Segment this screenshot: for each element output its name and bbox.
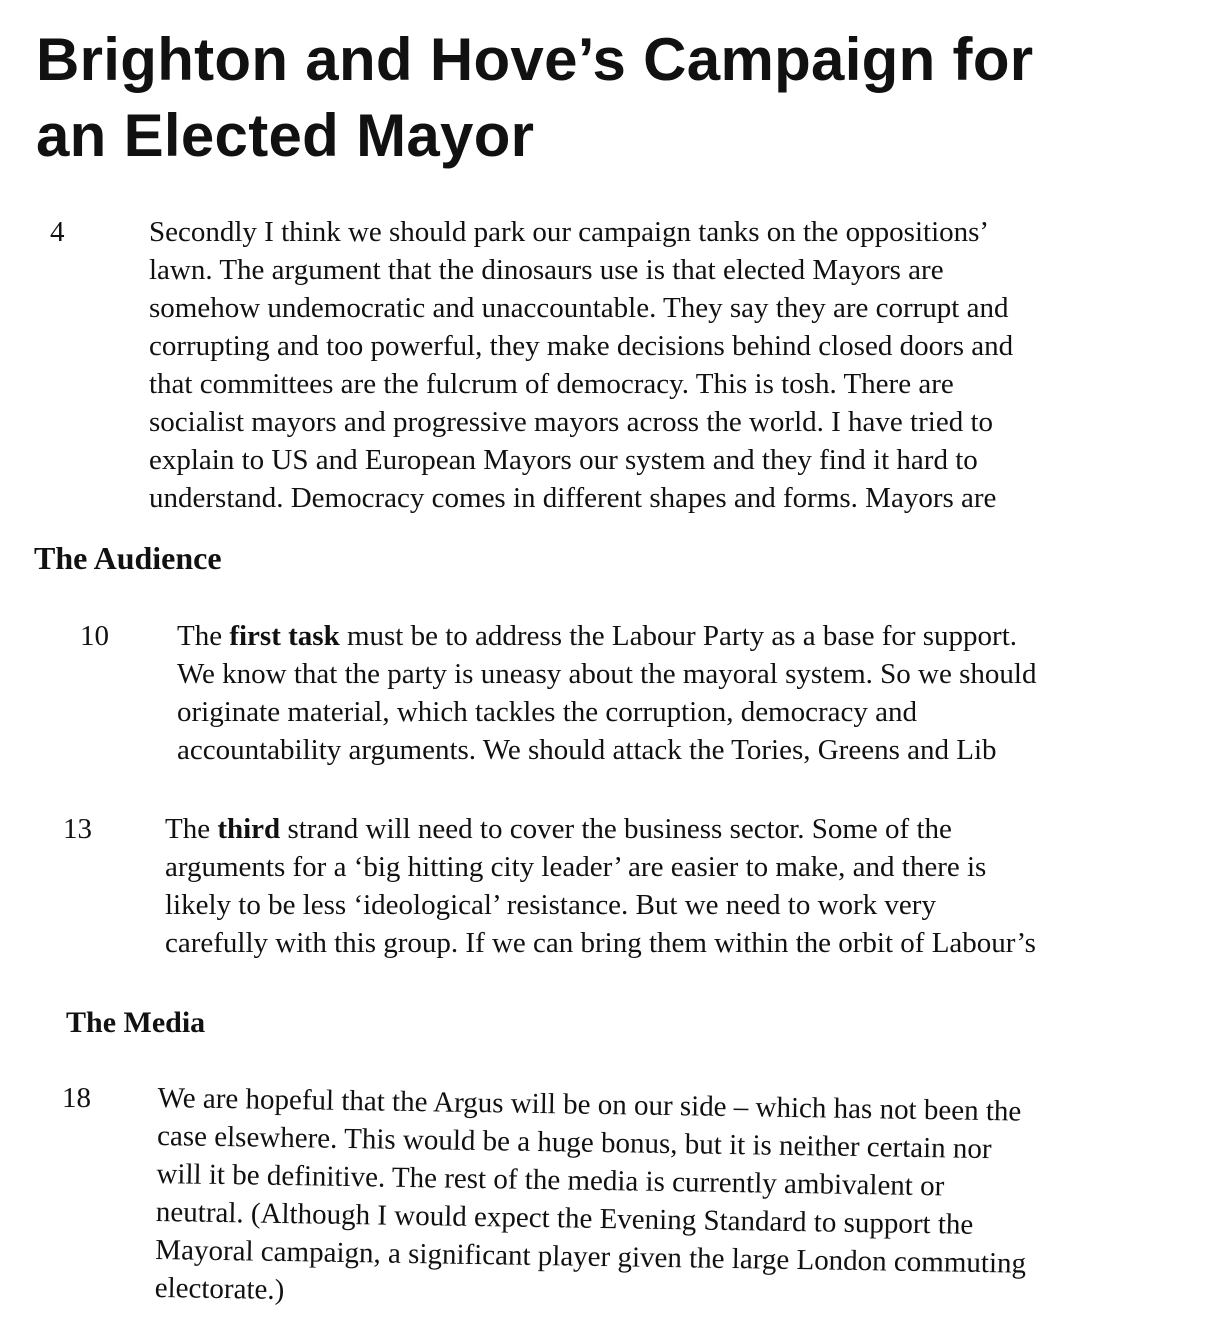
text-line: Secondly I think we should park our campaign tanks on the oppositions’ [149,216,990,248]
emphasis-text: third [217,813,281,845]
text-line: explain to US and European Mayors our system and they find it hard to [149,444,978,476]
text-run: The [177,620,230,652]
title-line-2: an Elected Mayor [36,102,535,169]
paragraph-number: 4 [50,216,65,248]
paragraph-text [177,617,1036,769]
section-heading-audience: The Audience [34,540,222,576]
text-line: socialist mayors and progressive mayors across the world. I have tried to [149,406,994,438]
text-line [165,810,1036,848]
text-run: strand will need to cover the business sector. Some of the [280,813,952,845]
text-line: We are hopeful that the Argus will be on our side – which has not been the [157,1081,1022,1128]
text-line: somehow undemocratic and unaccountable. They say they are corrupt and [149,292,1009,324]
text-line: understand. Democracy comes in different shapes and forms. Mayors are [149,482,997,514]
text-line: that committees are the fulcrum of democracy. This is tosh. There are [149,368,954,400]
text-line: will it be definitive. The rest of the media is currently ambivalent or [156,1157,945,1203]
text-line: We know that the party is uneasy about the mayoral system. So we should [177,658,1037,690]
text-run: The [165,813,218,845]
paragraph-text [165,810,1036,962]
text-line: case elsewhere. This would be a huge bonus, but it is neither certain nor [156,1119,992,1166]
text-line [177,617,1036,655]
text-line: corrupting and too powerful, they make decisions behind closed doors and [149,330,1014,362]
paragraph-number: 18 [62,1082,91,1114]
text-line: lawn. The argument that the dinosaurs use is that elected Mayors are [149,254,944,286]
paragraph-text [154,1079,1028,1321]
document-title [36,22,1186,174]
text-run: must be to address the Labour Party as a base for support. [339,620,1018,652]
text-line: neutral. (Although I would expect the Evening Standard to support the [155,1195,974,1241]
paragraph-number: 13 [63,813,92,845]
emphasis-text: first task [229,620,340,652]
paragraph-number: 10 [80,620,109,652]
paragraph-text [149,213,1013,517]
text-line: arguments for a ‘big hitting city leader’ are easier to make, and there is [165,851,987,883]
section-heading-media: The Media [66,1006,206,1039]
text-line: carefully with this group. If we can bring them within the orbit of Labour’s [165,927,1036,959]
text-line: likely to be less ‘ideological’ resistance. But we need to work very [165,889,936,921]
text-line: originate material, which tackles the corruption, democracy and [177,696,918,728]
text-line: electorate.) [154,1271,285,1307]
text-line: accountability arguments. We should attack the Tories, Greens and Lib [177,734,997,766]
text-line: Mayoral campaign, a significant player given the large London commuting [155,1233,1027,1280]
title-line-1: Brighton and Hove’s Campaign for [36,26,1034,93]
